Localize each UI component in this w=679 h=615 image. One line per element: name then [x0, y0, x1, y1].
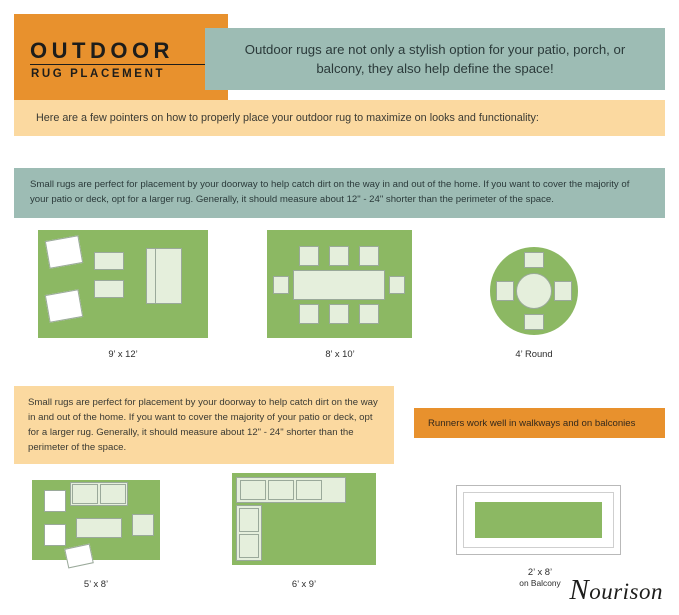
caption-8x10-text: 8’ x 10’	[325, 348, 355, 359]
diagram-4-round	[490, 247, 580, 337]
note-band-mid	[14, 386, 394, 464]
note-band-top-text: Small rugs are perfect for placement by your doorway to help catch dirt on the way in and out of the home. If you want to cover the majority of your patio or deck, opt for a larger rug. Generally, it should measure about 12" - 24" shorter than the perimeter of the space.	[30, 179, 630, 205]
chair-5x8-2	[132, 514, 154, 536]
brand-logo	[569, 574, 663, 607]
diagram-6x9	[232, 473, 380, 568]
header-cream-banner	[14, 100, 665, 136]
coffee-table-5x8	[76, 518, 122, 538]
round-chair-4	[524, 314, 544, 330]
caption-4-round-text: 4’ Round	[515, 348, 553, 359]
title-divider	[30, 64, 208, 65]
note-band-top	[14, 168, 665, 218]
caption-5x8	[0, 578, 196, 589]
diagram-9x12	[38, 230, 208, 340]
dining-table	[293, 270, 385, 300]
caption-2x8-text: 2’ x 8’	[527, 566, 553, 577]
dining-chair-2	[329, 246, 349, 266]
sofa-cushion-2	[100, 484, 126, 504]
caption-9x12	[23, 348, 223, 359]
page-title: OUTDOOR	[30, 38, 174, 63]
caption-9x12-text: 9’ x 12’	[108, 348, 138, 359]
caption-5x8-text: 5’ x 8’	[83, 578, 109, 589]
note-band-runner-text: Runners work well in walkways and on balconies	[428, 417, 636, 429]
dining-chair-8	[389, 276, 405, 294]
dining-chair-4	[299, 304, 319, 324]
caption-8x10	[240, 348, 440, 359]
diagram-8x10	[267, 230, 412, 340]
armchair-2	[45, 289, 83, 322]
sofa-back	[146, 248, 156, 304]
chair-5x8-1	[44, 490, 66, 512]
chair-5x8-3	[44, 524, 66, 546]
ottoman-5x8	[64, 544, 94, 569]
diagram-2x8-balcony	[456, 485, 624, 560]
sectional-cushion-5	[239, 534, 259, 558]
caption-6x9	[204, 578, 404, 589]
caption-2x8-sub: on Balcony	[519, 578, 561, 588]
dining-chair-5	[329, 304, 349, 324]
title-block	[14, 14, 228, 102]
armchair-1	[45, 235, 83, 268]
round-chair-2	[554, 281, 572, 301]
header-teal-banner	[205, 28, 665, 90]
brand-logo-rest: ourison	[589, 579, 663, 604]
header-cream-text: Here are a few pointers on how to properly place your outdoor rug to maximize on looks and functionality:	[36, 112, 539, 124]
page-subtitle: RUG PLACEMENT	[31, 68, 166, 80]
sectional-cushion-2	[268, 480, 294, 500]
sofa-cushion-1	[72, 484, 98, 504]
sectional-cushion-4	[239, 508, 259, 532]
caption-4-round	[434, 348, 634, 359]
dining-chair-1	[299, 246, 319, 266]
rug-2x8	[475, 502, 602, 538]
diagram-5x8	[32, 480, 164, 570]
round-table	[516, 273, 552, 309]
round-chair-1	[496, 281, 514, 301]
header-teal-text: Outdoor rugs are not only a stylish option for your patio, porch, or balcony, they also help define the space!	[244, 42, 626, 76]
caption-6x9-text: 6’ x 9’	[291, 578, 317, 589]
dining-chair-3	[359, 246, 379, 266]
sectional-cushion-3	[296, 480, 322, 500]
dining-chair-7	[273, 276, 289, 294]
side-table	[94, 252, 124, 270]
coffee-table	[94, 280, 124, 298]
note-band-mid-text: Small rugs are perfect for placement by your doorway to help catch dirt on the way in and out of the home. If you want to cover the majority of your patio or deck, opt for a larger rug. Generally, it should measure about 12" - 24" shorter than the perimeter of the space.	[28, 397, 378, 453]
brand-logo-capital: N	[569, 574, 590, 606]
note-band-runner	[414, 408, 665, 438]
dining-chair-6	[359, 304, 379, 324]
round-chair-3	[524, 252, 544, 268]
sectional-cushion-1	[240, 480, 266, 500]
